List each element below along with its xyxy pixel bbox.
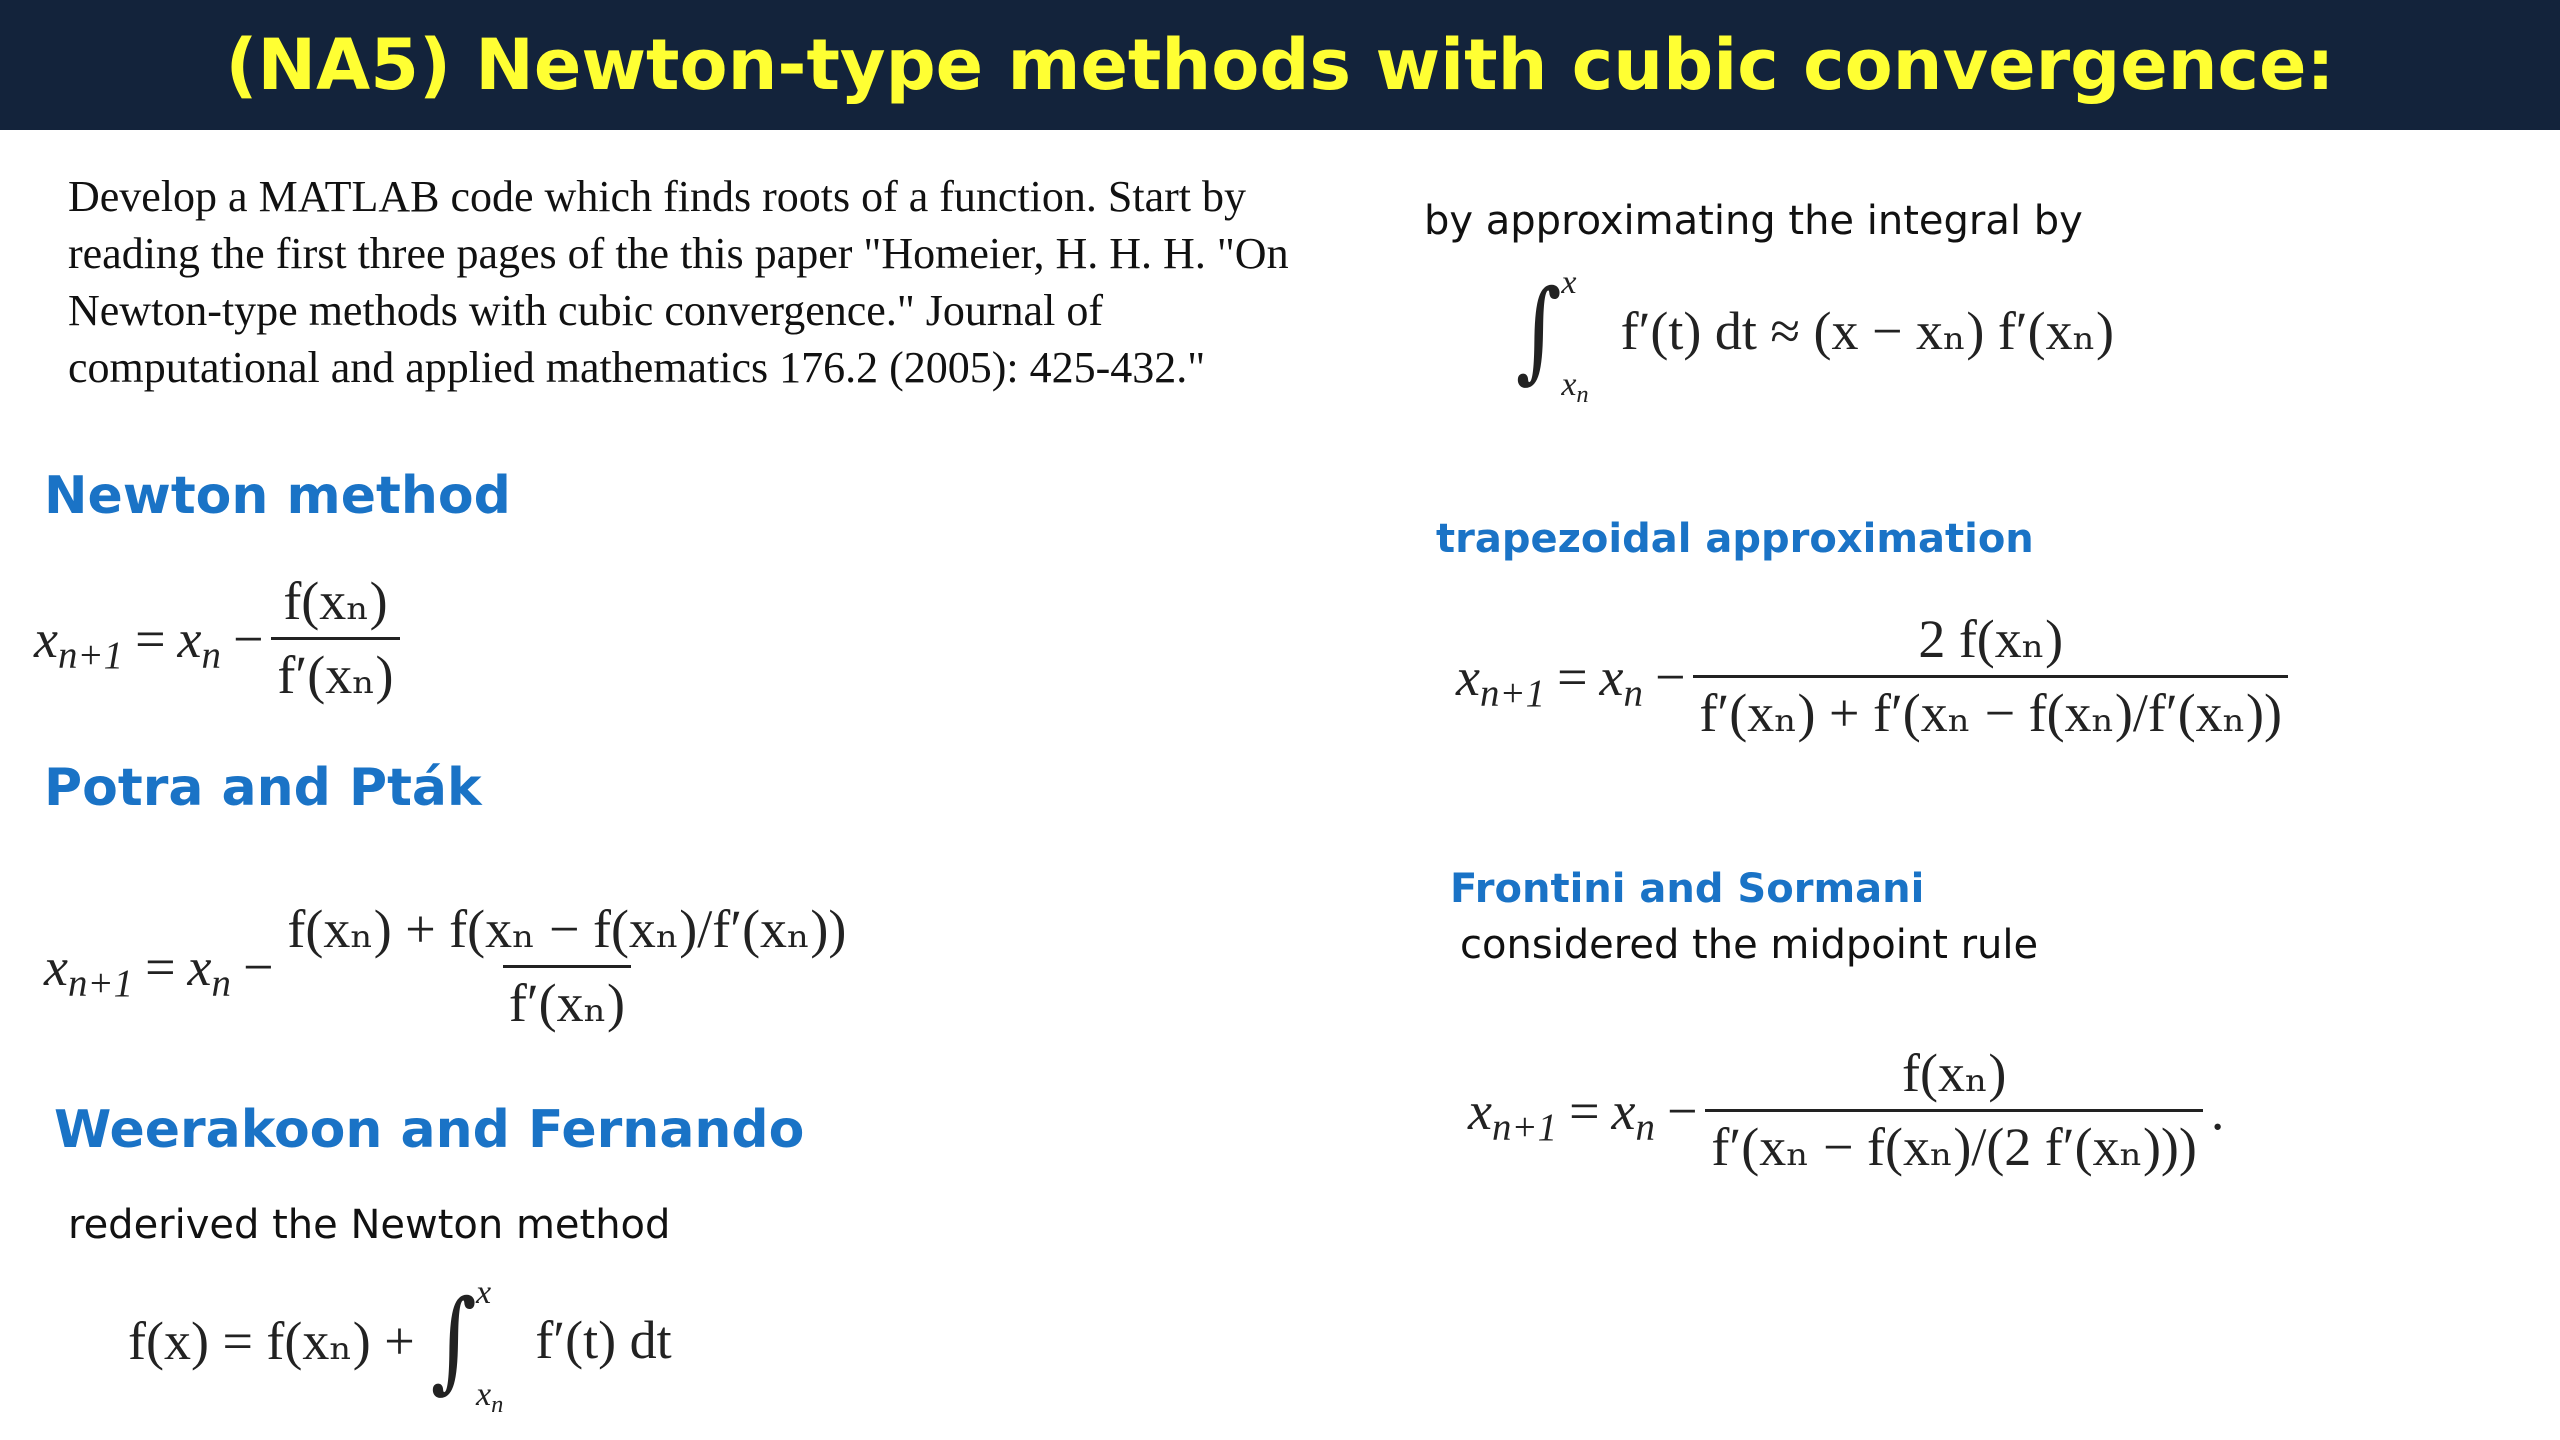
newton-fraction: [271, 572, 399, 706]
integral-sign-icon: ∫: [430, 1276, 477, 1404]
approx-integral-limits: x $x_n$: [1561, 264, 1589, 408]
front-x: $x_n$: [1611, 1080, 1655, 1149]
potra-ptak-formula: [44, 900, 860, 1034]
intro-paragraph: Develop a MATLAB code which finds roots of a function. Start by reading the first three pages of the this paper "Homeier, H. H. H. "On Newton-type methods with cubic convergence." Journal of computational and applied mathematics 176.2 (2005): 425-432.": [68, 172, 1289, 392]
trapezoidal-numerator: 2 f(xₙ): [1918, 609, 2064, 669]
potra-lhs: $x_{n+1}$: [44, 936, 134, 1005]
trap-minus: −: [1654, 646, 1686, 707]
newton-formula: [34, 572, 408, 706]
weerakoon-lhs: f(x) = f(xₙ) +: [128, 1310, 415, 1371]
potra-eq: =: [145, 936, 176, 997]
integral-sign-icon: ∫: [1515, 266, 1562, 394]
frontini-fraction: [1705, 1044, 2202, 1178]
weerakoon-integral: [425, 1274, 504, 1418]
trap-x: $x_n$: [1599, 646, 1643, 715]
potra-ptak-heading: Potra and Pták: [44, 758, 482, 818]
approx-integral: [1510, 264, 1589, 408]
weerakoon-formula: [128, 1274, 672, 1418]
weerakoon-fernando-heading: Weerakoon and Fernando: [54, 1100, 805, 1160]
front-lhs: $x_{n+1}$: [1468, 1080, 1558, 1149]
approx-text: by approximating the integral by: [1424, 198, 2083, 244]
newton-numerator: f(xₙ): [283, 571, 388, 631]
trapezoidal-formula: [1456, 610, 2296, 744]
newton-eq: =: [135, 608, 166, 669]
weerakoon-integral-limits: x $x_n$: [475, 1274, 504, 1418]
title-bar: [0, 0, 2560, 130]
weerakoon-subtext: rederived the Newton method: [68, 1202, 671, 1248]
approx-integrand: f′(t) dt ≈ (x − xₙ) f′(xₙ): [1620, 300, 2114, 361]
frontini-numerator: f(xₙ): [1902, 1043, 2007, 1103]
newton-x: $x_n$: [177, 608, 221, 677]
potra-x: $x_n$: [187, 936, 231, 1005]
trap-lhs: $x_{n+1}$: [1456, 646, 1546, 715]
potra-minus: −: [242, 936, 274, 997]
potra-numerator: f(xₙ) + f(xₙ − f(xₙ)/f′(xₙ)): [287, 899, 847, 959]
potra-denominator: f′(xₙ): [503, 965, 631, 1033]
weerakoon-integrand: f′(t) dt: [535, 1310, 672, 1370]
approx-formula: [1500, 264, 2114, 408]
trapezoidal-fraction: [1693, 610, 2288, 744]
potra-fraction: [281, 900, 852, 1034]
front-minus: −: [1666, 1080, 1698, 1141]
trapezoidal-denominator: f′(xₙ) + f′(xₙ − f(xₙ)/f′(xₙ)): [1693, 675, 2288, 743]
newton-denominator: f′(xₙ): [271, 637, 399, 705]
newton-minus: −: [232, 608, 264, 669]
front-eq: =: [1569, 1080, 1600, 1141]
frontini-subtext: considered the midpoint rule: [1460, 922, 2039, 968]
frontini-trailing-period: .: [2210, 1080, 2225, 1141]
newton-method-heading: Newton method: [44, 466, 511, 526]
trapezoidal-heading: trapezoidal approximation: [1436, 516, 2034, 562]
frontini-denominator: f′(xₙ − f(xₙ)/(2 f′(xₙ))): [1705, 1109, 2202, 1177]
frontini-formula: [1468, 1044, 2224, 1178]
frontini-sormani-heading: Frontini and Sormani: [1450, 866, 1925, 912]
newton-lhs: $x_{n+1}$: [34, 608, 124, 677]
page-title: (NA5) Newton-type methods with cubic convergence:: [225, 24, 2335, 106]
trap-eq: =: [1557, 646, 1588, 707]
